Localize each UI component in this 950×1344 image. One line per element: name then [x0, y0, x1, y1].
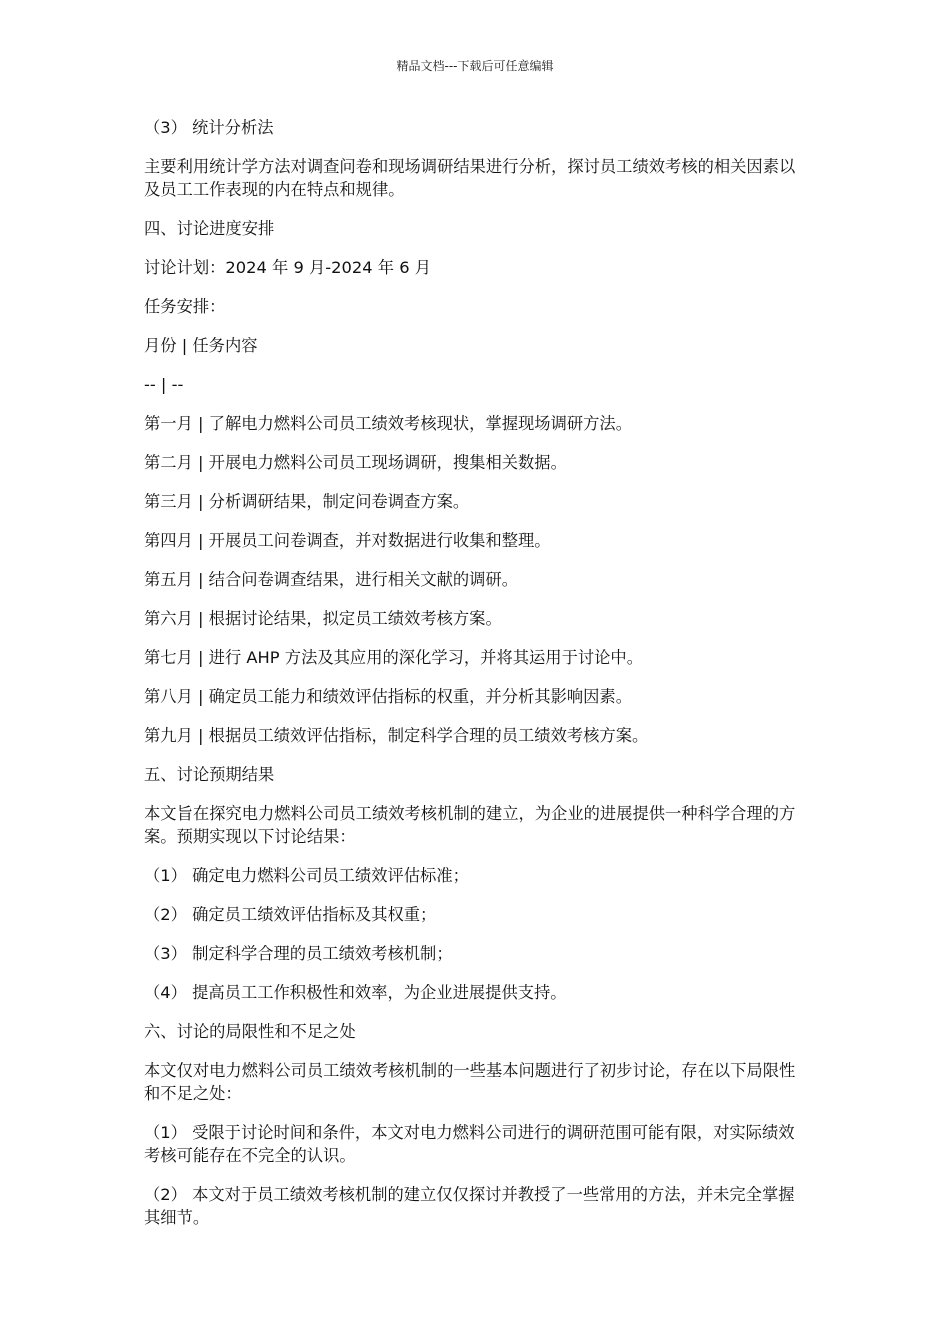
expected-result-item: （3） 制定科学合理的员工绩效考核机制；: [144, 944, 453, 963]
schedule-row: 第一月 | 了解电力燃料公司员工绩效考核现状，掌握现场调研方法。: [144, 414, 632, 433]
limitation-item: （2） 本文对于员工绩效考核机制的建立仅仅探讨并教授了一些常用的方法，并未完全掌握其细节。: [144, 1185, 795, 1227]
paragraph-statistical-analysis: 主要利用统计学方法对调查问卷和现场调研结果进行分析，探讨员工绩效考核的相关因素以及员工工作表现的内在特点和规律。: [144, 157, 796, 199]
document-body: [144, 116, 796, 1245]
schedule-row: 第三月 | 分析调研结果，制定问卷调查方案。: [144, 492, 470, 511]
expected-result-item: （4） 提高员工工作积极性和效率，为企业进展提供支持。: [144, 983, 567, 1002]
paragraph-expected-results: 本文旨在探究电力燃料公司员工绩效考核机制的建立，为企业的进展提供一种科学合理的方案。预期实现以下讨论结果：: [144, 804, 796, 846]
section-heading-expected-results: 五、讨论预期结果: [144, 765, 275, 784]
schedule-row: 第七月 | 进行 AHP 方法及其应用的深化学习，并将其运用于讨论中。: [144, 648, 643, 667]
schedule-row: 第八月 | 确定员工能力和绩效评估指标的权重，并分析其影响因素。: [144, 687, 632, 706]
expected-result-item: （2） 确定员工绩效评估指标及其权重；: [144, 905, 437, 924]
schedule-row: 第四月 | 开展员工问卷调查，并对数据进行收集和整理。: [144, 531, 551, 550]
schedule-row: 第五月 | 结合问卷调查结果，进行相关文献的调研。: [144, 570, 519, 589]
schedule-table-header: 月份 | 任务内容: [144, 336, 258, 355]
page-header: 精品文档---下载后可任意编辑: [396, 59, 554, 73]
limitation-item: （1） 受限于讨论时间和条件，本文对电力燃料公司进行的调研范围可能有限，对实际绩效考核可能存在不完全的认识。: [144, 1123, 795, 1165]
research-plan-line: 讨论计划：2024 年 9 月-2024 年 6 月: [144, 258, 432, 277]
schedule-table-separator: -- | --: [144, 375, 184, 394]
section-heading-limitations: 六、讨论的局限性和不足之处: [144, 1022, 356, 1041]
paragraph-limitations: 本文仅对电力燃料公司员工绩效考核机制的一些基本问题进行了初步讨论，存在以下局限性和不足之处：: [144, 1061, 796, 1103]
schedule-row: 第六月 | 根据讨论结果，拟定员工绩效考核方案。: [144, 609, 502, 628]
schedule-row: 第二月 | 开展电力燃料公司员工现场调研，搜集相关数据。: [144, 453, 567, 472]
subheading-statistical-analysis: （3） 统计分析法: [144, 118, 274, 137]
task-arrangement-label: 任务安排：: [144, 297, 226, 316]
section-heading-schedule: 四、讨论进度安排: [144, 219, 275, 238]
expected-result-item: （1） 确定电力燃料公司员工绩效评估标准；: [144, 866, 469, 885]
schedule-row: 第九月 | 根据员工绩效评估指标，制定科学合理的员工绩效考核方案。: [144, 726, 649, 745]
